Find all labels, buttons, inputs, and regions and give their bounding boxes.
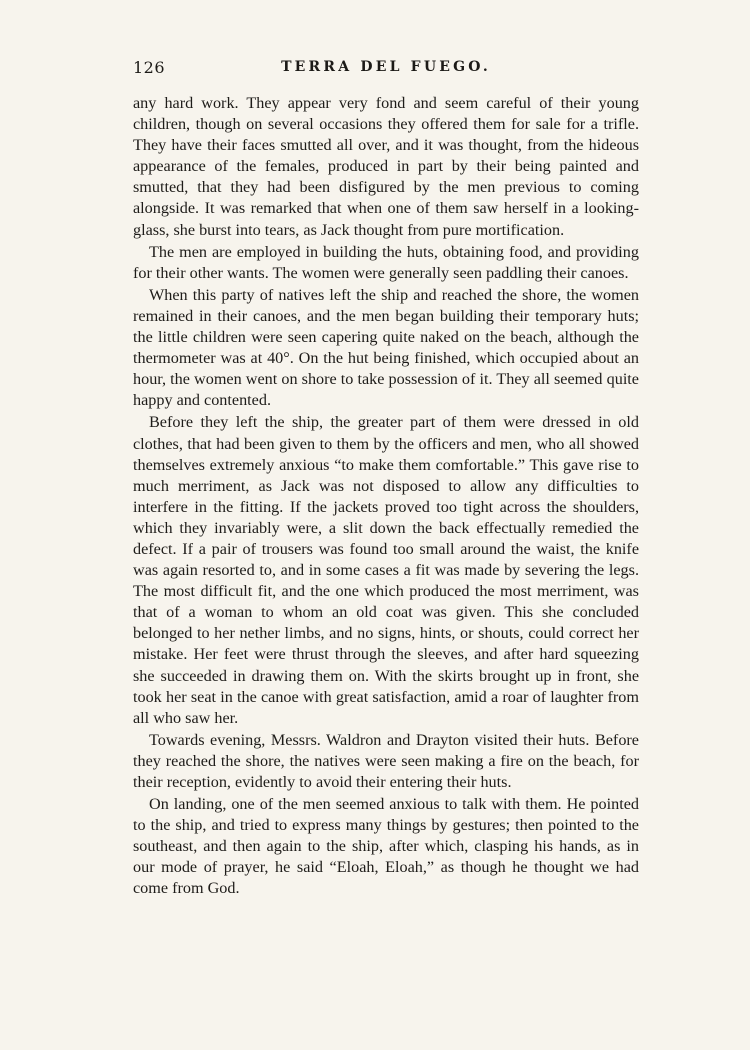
- running-title: TERRA DEL FUEGO.: [281, 59, 491, 75]
- paragraph-3: When this party of natives left the ship and reached the shore, the women remained in their canoes, and the men began building their temporary huts; the little children were seen capering quite naked on the beach, although the thermometer was at 40°. On the hut being finished, which occupied about an hour, the women went on shore to take possession of it. They all seemed quite happy and contented.: [133, 285, 639, 410]
- paragraph-6: On landing, one of the men seemed anxious to talk with them. He pointed to the ship, and tried to express many things by gestures; then pointed to the southeast, and then again to the ship, after which, clasping his hands, as in our mode of prayer, he said “Eloah, Eloah,” as though he thought we had come from God.: [133, 795, 639, 898]
- paragraph-4: Before they left the ship, the greater part of them were dressed in old clothes, that had been given to them by the officers and men, who all showed themselves extremely anxious “to make them comfortable.” This gave rise to much merriment, as Jack was not disposed to allow any difficulties to interfere in the fitting. If the jackets proved too tight across the shoulders, which they invariably were, a slit down the back effectually remedied the defect. If a pair of trousers was found too small around the waist, the knife was again resorted to, and in some cases a fit was made by severing the legs. The most difficult fit, and the one which produced the most merriment, was that of a woman to whom an old coat was given. This she concluded belonged to her nether limbs, and no signs, hints, or shouts, could correct her mistake. Her feet were thrust through the sleeves, and after hard squeezing she succeeded in drawing them on. With the skirts brought up in front, she took her seat in the canoe with great satisfaction, amid a roar of laughter from all who saw her.: [133, 413, 639, 727]
- running-head: [133, 58, 639, 82]
- paragraph-2: The men are employed in building the huts, obtaining food, and providing for their other wants. The women were generally seen paddling their canoes.: [133, 242, 639, 282]
- paragraph-1: any hard work. They appear very fond and seem careful of their young children, though on several occasions they offered them for sale for a trifle. They have their faces smutted all over, and it was thought, from the hideous appearance of the females, produced in part by their being painted and smutted, that they had been disfigured by the men previous to coming alongside. It was remarked that when one of them saw herself in a looking-glass, she burst into tears, as Jack thought from pure mortification.: [133, 94, 639, 239]
- paragraph-5: Towards evening, Messrs. Waldron and Drayton visited their huts. Before they reached the shore, the natives were seen making a fire on the beach, for their reception, evidently to avoid their entering their huts.: [133, 730, 639, 791]
- page-number: 126: [133, 58, 166, 77]
- body-text: [133, 93, 639, 900]
